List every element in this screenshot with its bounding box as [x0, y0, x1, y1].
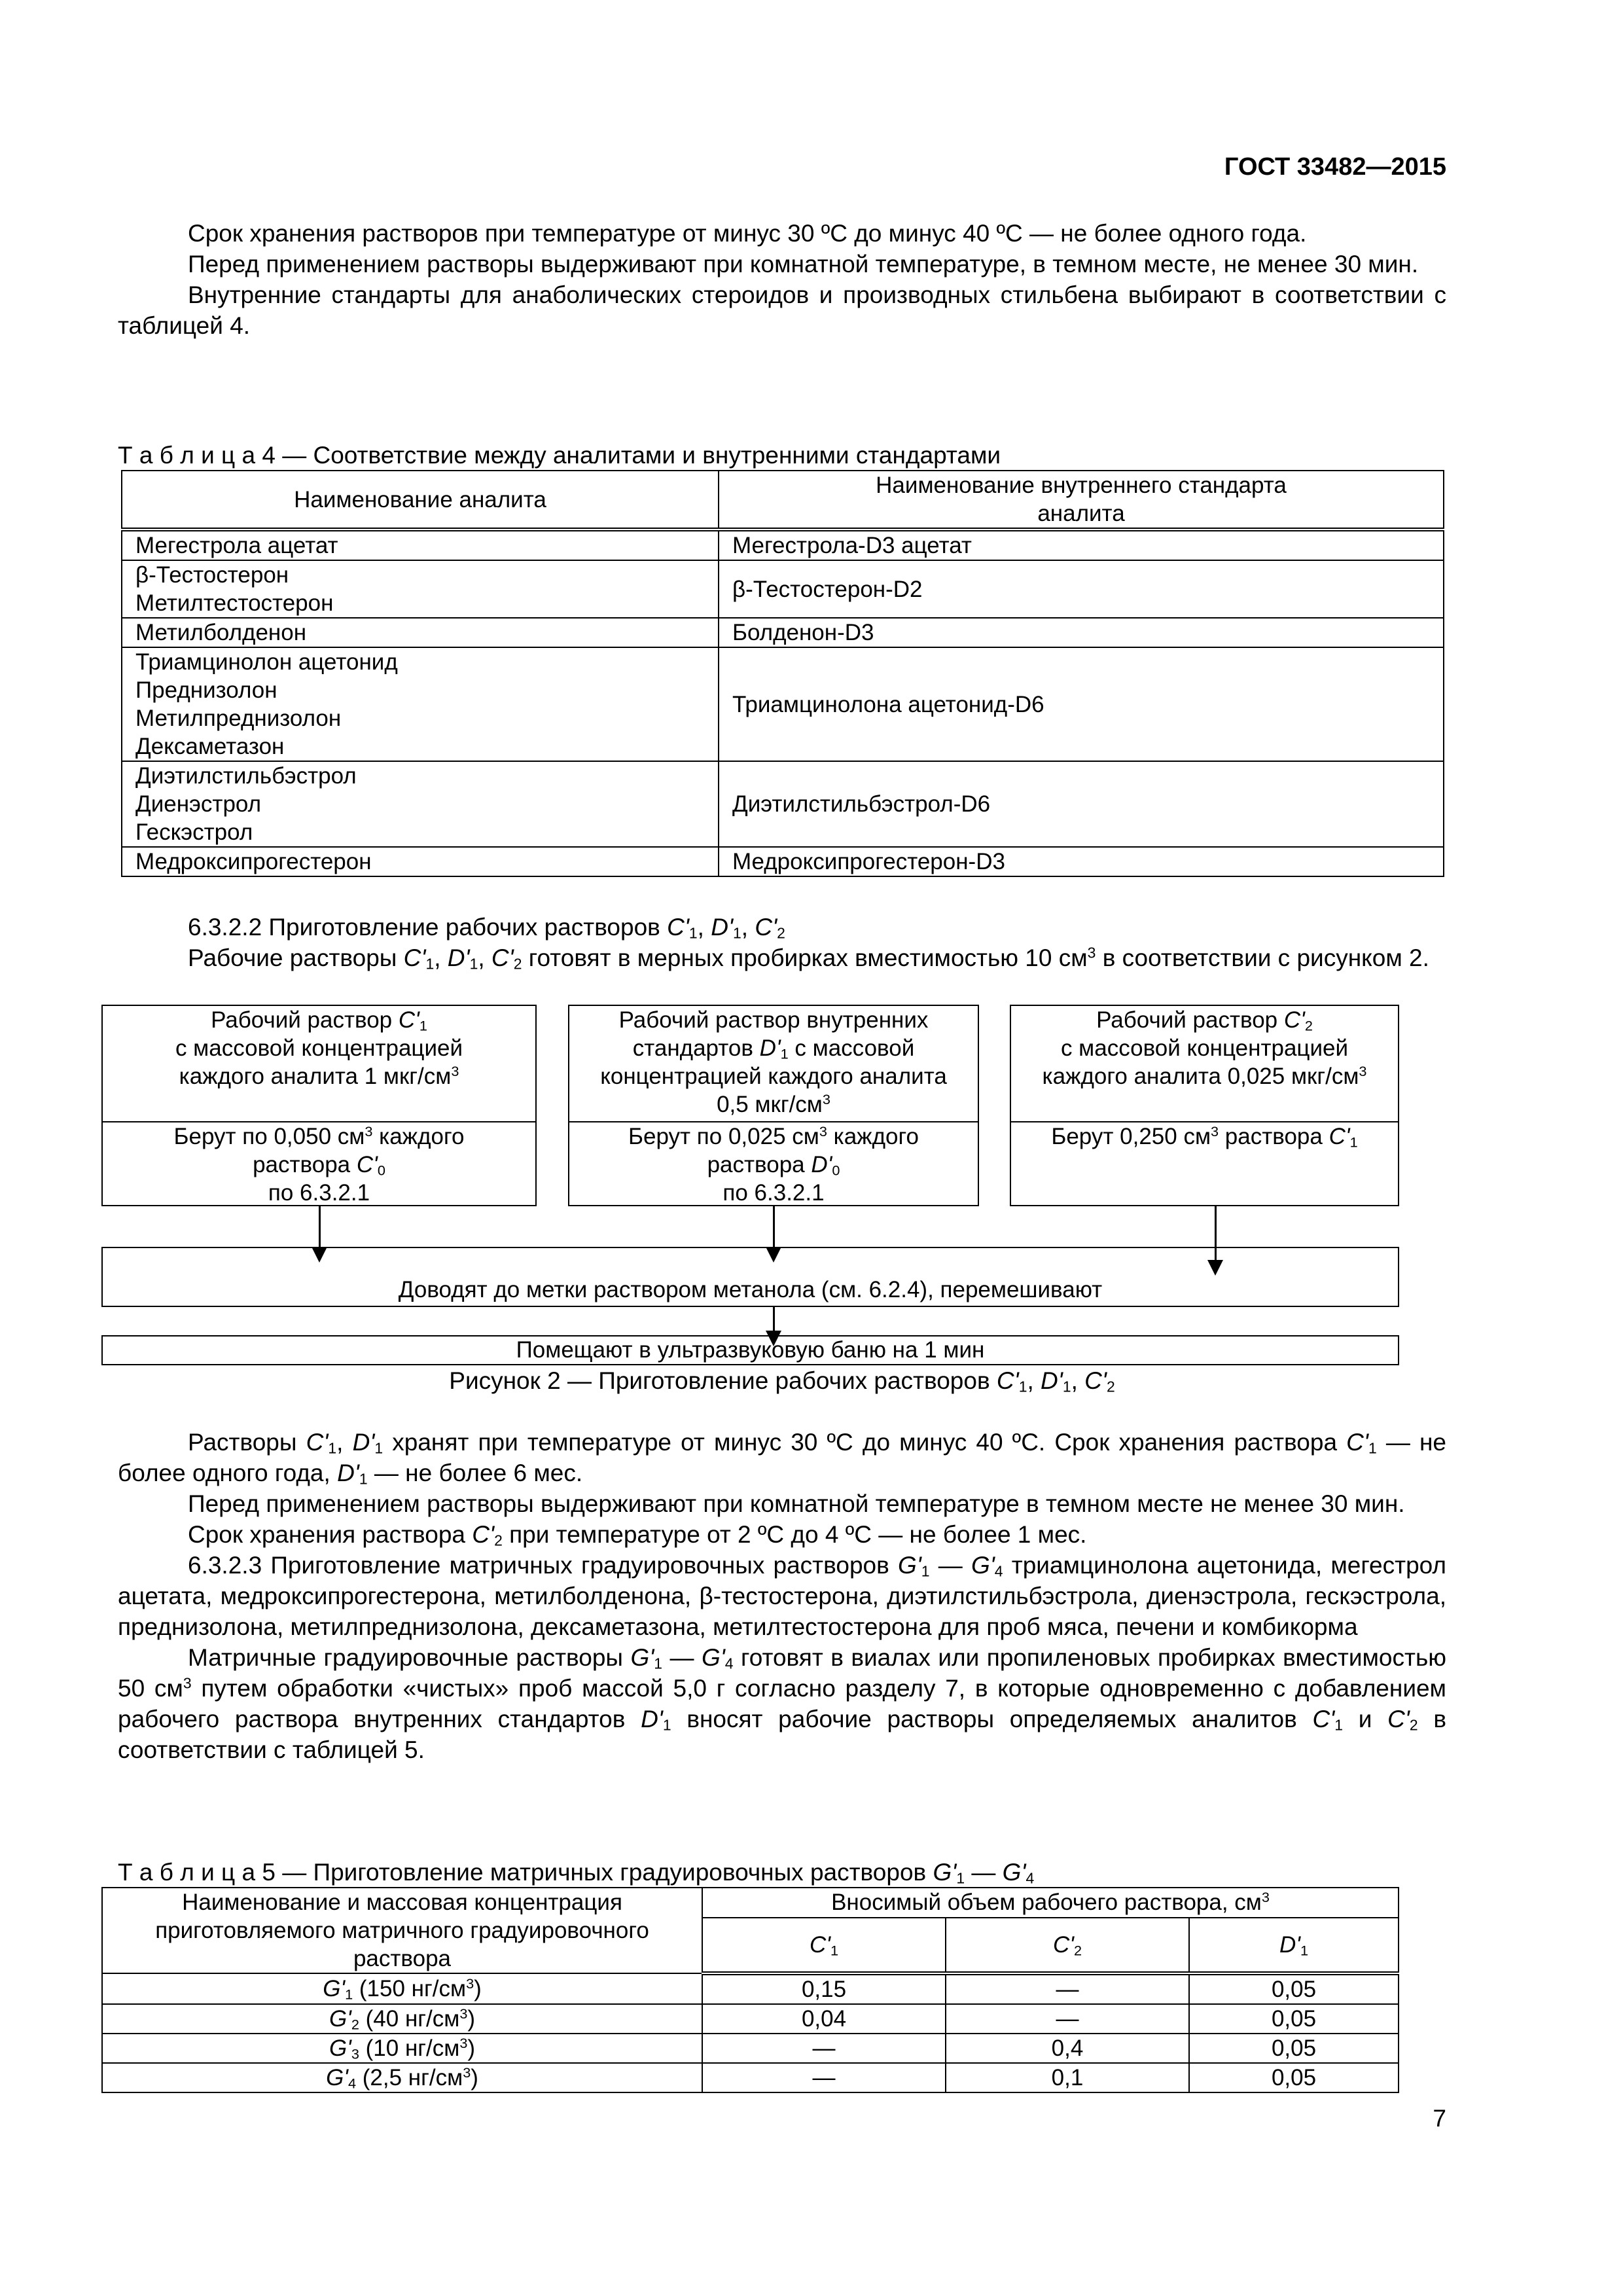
box3-take: Берут 0,250 $см^3$ раствора $C'_1$ [1010, 1121, 1399, 1206]
table5-value-cell: — [702, 2063, 946, 2092]
table5-value-cell: — [946, 2004, 1189, 2034]
box2-take: Берут по 0,025 $см^3$ каждого раствора $D'_0$ по 6.3.2.1 [568, 1121, 979, 1206]
table5-header-c2: $C'_2$ [946, 1918, 1189, 1973]
body-block-2 [118, 1427, 1446, 1765]
table4-header-analyte: Наименование аналита [122, 471, 719, 529]
paragraph-matrix-solutions: Матричные градуировочные растворы $G'_1$ — $G'_4$ готовят в виалах или пропиленовых пробирках вместимостью 50 $см^3$ путем обработки «чистых» проб массой 5,0 г согласно разделу 7, в которые одновременно с добавлением рабочего раствора внутренних стандартов $D'_1$ вносят рабочие растворы определяемых аналитов $C'_1$ и $C'_2$ в соответствии с таблицей 5. [118, 1644, 1446, 1763]
table4-standard-cell: Триамцинолона ацетонид-D6 [719, 647, 1444, 761]
table4 [121, 470, 1444, 877]
table4-analyte-cell: Диэтилстильбэстрол Диенэстрол Гескэстрол [122, 761, 719, 847]
table5-solution-cell: $G'_4$ (2,5 $нг/см^3$) [102, 2063, 702, 2092]
box1-take: Берут по 0,050 $см^3$ каждого раствора $C'_0$ по 6.3.2.1 [101, 1121, 537, 1206]
paragraph-storage-2: Растворы $C'_1$, $D'_1$ хранят при температуре от минус 30 ºС до минус 40 ºС. Срок хранения раствора $C'_1$ — не более одного года, $D'_1$ — не более 6 мес. [118, 1429, 1447, 1488]
table5-header-d1: $D'_1$ [1189, 1918, 1399, 1973]
table5-value-cell: — [702, 2034, 946, 2063]
figure-2-caption: Рисунок 2 — Приготовление рабочих растворов $C'_1$, $D'_1$, $C'_2$ [449, 1367, 1115, 1395]
table5-value-cell: 0,05 [1189, 2004, 1399, 2034]
table5-value-cell: 0,05 [1189, 2063, 1399, 2092]
table4-row [122, 618, 1444, 647]
table4-analyte-cell: Медроксипрогестерон [122, 847, 719, 876]
paragraph-internal-standards: Внутренние стандарты для анаболических стероидов и производных стильбена выбирают в соответствии с таблицей 4. [118, 281, 1446, 339]
table4-row [122, 647, 1444, 761]
page-number: 7 [1433, 2105, 1446, 2132]
step1-box: Доводят до метки раствором метанола (см. 6.2.4), перемешивают [101, 1247, 1399, 1307]
document-id: ГОСТ 33482—2015 [1224, 153, 1446, 181]
table4-row [122, 761, 1444, 847]
table5-row [102, 2004, 1399, 2034]
table5-solution-cell: $G'_1$ (150 $нг/см^3$) [102, 1973, 702, 2004]
box3-working-solution: Рабочий раствор $C'_2$ с массовой концентрацией каждого аналита 0,025 мкг/$см^3$ [1010, 1005, 1399, 1122]
table5-row [102, 2063, 1399, 2092]
box2-internal-standards: Рабочий раствор внутренних стандартов $D'_1$ с массовой концентрацией каждого аналита 0,5 мкг/$см^3$ [568, 1005, 979, 1122]
arrow1-line [319, 1206, 321, 1247]
table4-standard-cell: Медроксипрогестерон-D3 [719, 847, 1444, 876]
table5-value-cell: — [946, 1973, 1189, 2004]
step2-box: Помещают в ультразвуковую баню на 1 мин [101, 1335, 1399, 1365]
table4-row [122, 560, 1444, 618]
table5-value-cell: 0,05 [1189, 2034, 1399, 2063]
table5-header-volume: Вносимый объем рабочего раствора, $см^3$ [702, 1888, 1399, 1918]
box1-working-solution: Рабочий раствор $C'_1$ с массовой концентрацией каждого аналита 1 мкг/$см^3$ [101, 1005, 537, 1122]
arrow4-line [773, 1307, 775, 1332]
table5-header-solution: Наименование и массовая концентрация приготовляемого матричного градуировочного раствора [102, 1888, 702, 1973]
paragraph-storage: Срок хранения растворов при температуре от минус 30 ºС до минус 40 ºС — не более одного года. [188, 220, 1307, 247]
section-6322-text: Рабочие растворы $C'_1$, $D'_1$, $C'_2$ готовят в мерных пробирках вместимостью 10 $см^3$ в соответствии с рисунком 2. [188, 944, 1429, 973]
table4-standard-cell: Диэтилстильбэстрол-D6 [719, 761, 1444, 847]
table4-row [122, 529, 1444, 560]
table4-analyte-cell: Триамцинолон ацетонид Преднизолон Метилпреднизолон Дексаметазон [122, 647, 719, 761]
table5-caption: Т а б л и ц а 5 — Приготовление матричных градуировочных растворов $G'_1$ — $G'_4$ [118, 1859, 1035, 1887]
paragraph-before-use: Перед применением растворы выдерживают при комнатной температуре, в темном месте, не менее 30 мин. [188, 251, 1419, 278]
table5 [101, 1887, 1399, 2093]
intro-block [118, 218, 1446, 341]
table5-value-cell: 0,4 [946, 2034, 1189, 2063]
section-6322 [118, 912, 1446, 973]
table4-analyte-cell: Мегестрола ацетат [122, 529, 719, 560]
table5-solution-cell: $G'_3$ (10 $нг/см^3$) [102, 2034, 702, 2063]
table5-value-cell: 0,04 [702, 2004, 946, 2034]
table5-row [102, 2034, 1399, 2063]
table4-row [122, 847, 1444, 876]
table4-standard-cell: Мегестрола-D3 ацетат [719, 529, 1444, 560]
table4-analyte-cell: β-Тестостерон Метилтестостерон [122, 560, 719, 618]
table5-row [102, 1973, 1399, 2004]
section-6323: 6.3.2.3 Приготовление матричных градуировочных растворов $G'_1$ — $G'_4$ триамцинолона ацетонида, мегестрол ацетата, медроксипрогестерона, метилболденона, β-тестостерона, диэтилстильбэстрола, диенэстрола, гескэстрола, преднизолона, метилпреднизолона, дексаметазона, метилтестостерона для проб мяса, печени и комбикорма [118, 1552, 1447, 1640]
paragraph-storage-c2: Срок хранения раствора $C'_2$ при температуре от 2 ºС до 4 ºС — не более 1 мес. [188, 1521, 1087, 1549]
table4-analyte-cell: Метилболденон [122, 618, 719, 647]
table4-standard-cell: β-Тестостерон-D2 [719, 560, 1444, 618]
table5-solution-cell: $G'_2$ (40 $нг/см^3$) [102, 2004, 702, 2034]
table4-standard-cell: Болденон-D3 [719, 618, 1444, 647]
paragraph-before-use-2: Перед применением растворы выдерживают при комнатной температуре в темном месте не менее 30 мин. [188, 1490, 1405, 1517]
arrow2-line [773, 1206, 775, 1247]
table4-caption: Т а б л и ц а 4 — Соответствие между аналитами и внутренними стандартами [118, 442, 1001, 469]
table5-value-cell: 0,1 [946, 2063, 1189, 2092]
table5-value-cell: 0,15 [702, 1973, 946, 2004]
table4-header-standard: Наименование внутреннего стандарта аналита [719, 471, 1444, 529]
section-6322-heading: 6.3.2.2 Приготовление рабочих растворов $C'_1$, $D'_1$, $C'_2$ [188, 914, 785, 942]
table5-header-c1: $C'_1$ [702, 1918, 946, 1973]
table5-value-cell: 0,05 [1189, 1973, 1399, 2004]
